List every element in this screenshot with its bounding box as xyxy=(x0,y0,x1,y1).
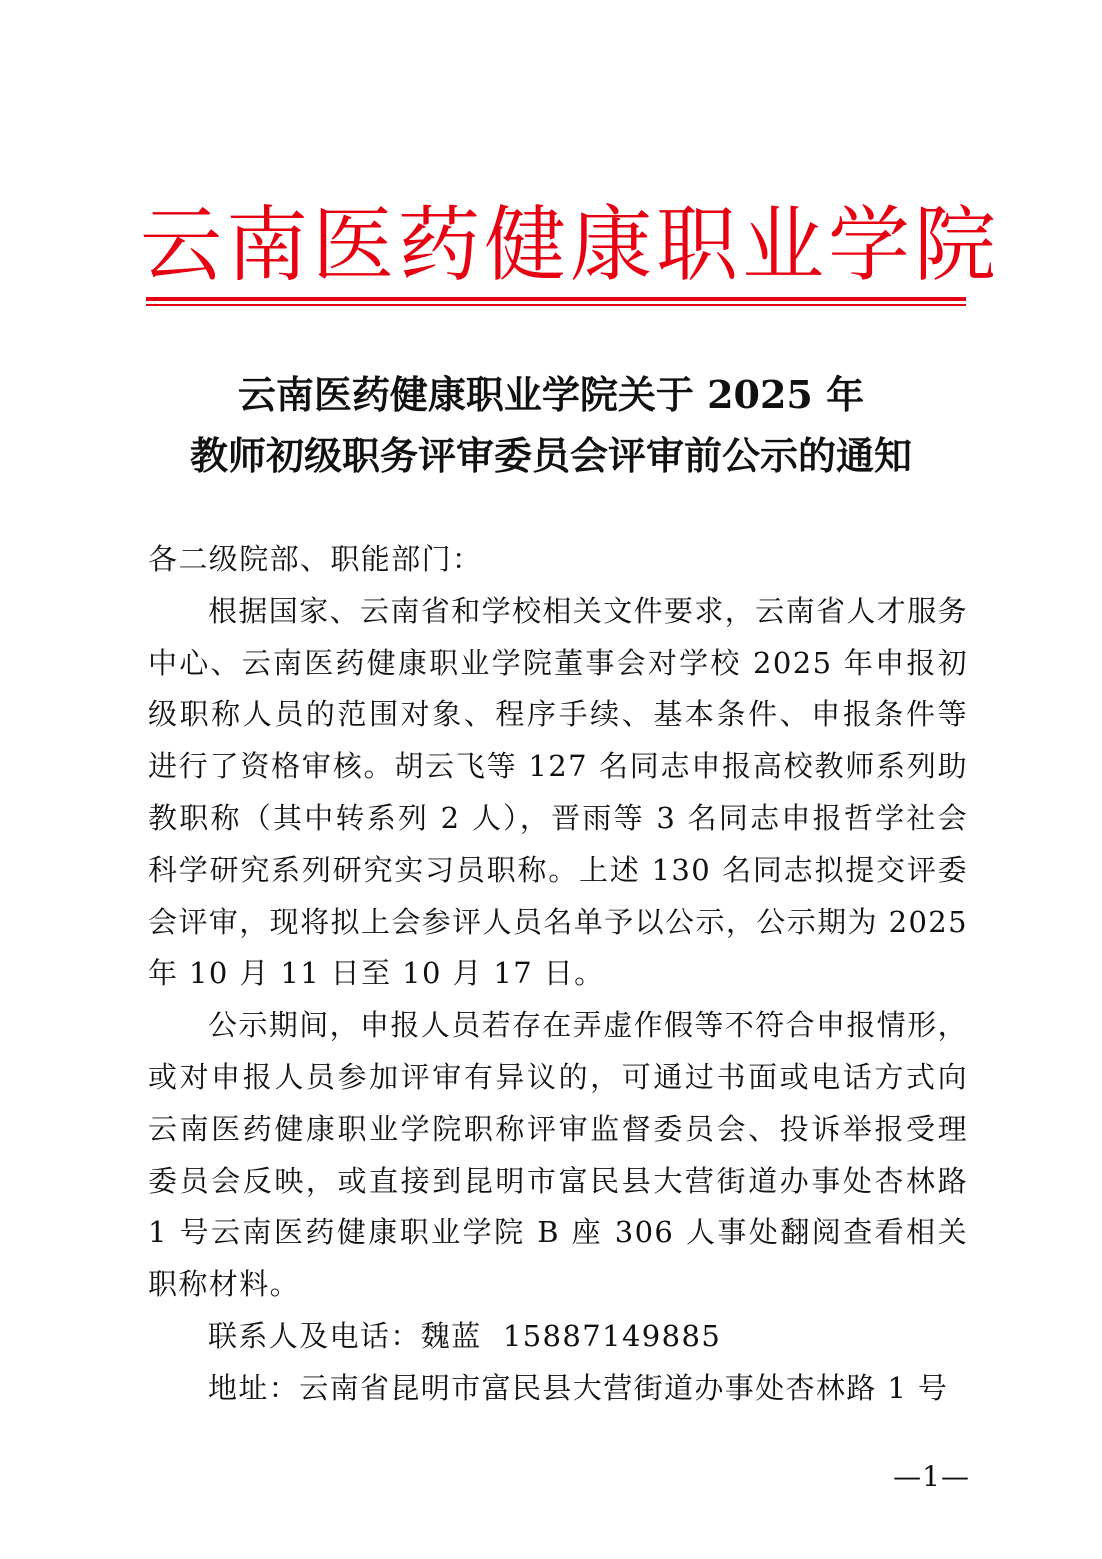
masthead-rule-thin xyxy=(146,304,966,306)
masthead-title: 云南医药健康职业学院 xyxy=(140,198,1001,293)
paragraph-1: 根据国家、云南省和学校相关文件要求，云南省人才服务中心、云南医药健康职业学院董事会对学校 2025 年申报初级职称人员的范围对象、程序手续、基本条件、申报条件等进行了资格审核。胡云飞等 127 名同志申报高校教师系列助教职称（其中转系列 2 人），晋雨等 3 名同志申报哲学社会科学研究系列研究实习员职称。上述 130 名同志拟提交评委会评审，现将拟上会参评人员名单予以公示，公示期为 2025 年 10 月 11 日至 10 月 17 日。 xyxy=(148,593,969,991)
address-line: 地址：云南省昆明市富民县大营街道办事处杏林路 1 号 xyxy=(208,1370,949,1405)
salutation: 各二级院部、职能部门： xyxy=(148,542,483,576)
notice-title xyxy=(120,364,982,486)
masthead-rule-thick xyxy=(146,297,966,301)
contact-line: 联系人及电话：魏蓝 15887149885 xyxy=(208,1318,722,1353)
notice-title-line2: 教师初级职务评审委员会评审前公示的通知 xyxy=(189,433,912,478)
page-number: —1— xyxy=(893,1460,970,1493)
notice-title-line1: 云南医药健康职业学院关于 2025 年 xyxy=(237,372,865,417)
notice-body xyxy=(148,534,968,1415)
paragraph-2: 公示期间，申报人员若存在弄虚作假等不符合申报情形，或对申报人员参加评审有异议的，可通过书面或电话方式向云南医药健康职业学院职称评审监督委员会、投诉举报受理委员会反映，或直接到昆明市富民县大营街道办事处杏林路 1 号云南医药健康职业学院 B 座 306 人事处翻阅查看相关职称材料。 xyxy=(148,1008,969,1302)
